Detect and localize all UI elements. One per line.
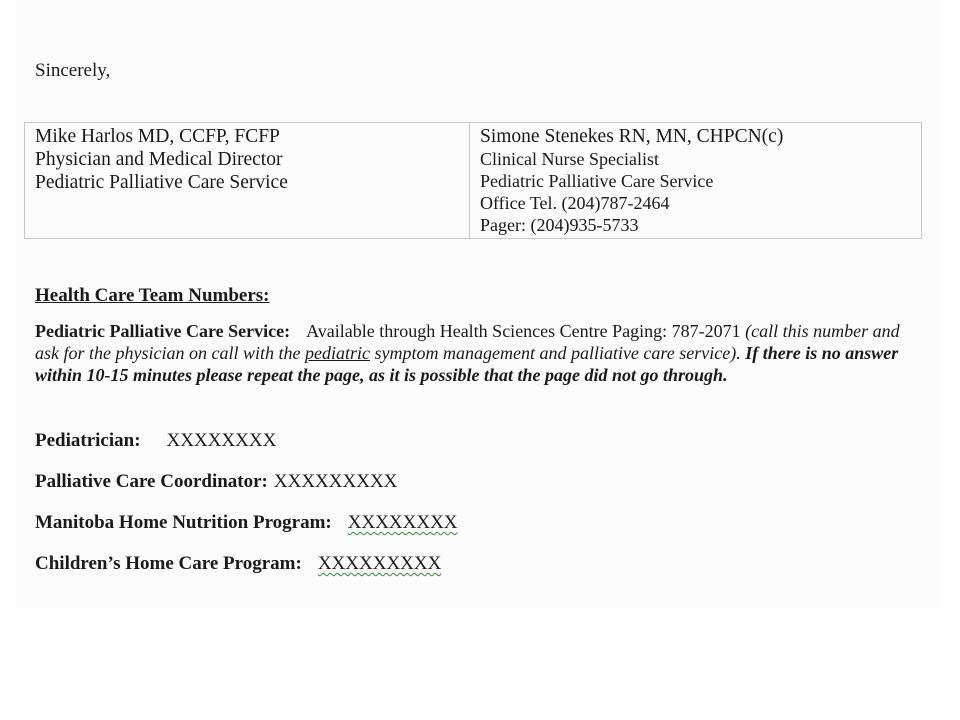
signature-row bbox=[25, 123, 922, 239]
nurse-office-phone: Office Tel. (204)787-2464 bbox=[480, 193, 670, 213]
contact-label: Palliative Care Coordinator: bbox=[35, 471, 268, 492]
signature-table bbox=[24, 122, 922, 239]
contact-row bbox=[35, 430, 276, 452]
nurse-title: Clinical Nurse Specialist bbox=[480, 149, 659, 169]
signature-right-cell bbox=[470, 123, 922, 239]
nurse-name: Simone Stenekes RN, MN, CHPCN(c) bbox=[480, 126, 784, 147]
contact-value-text: XXXXXXXX bbox=[347, 512, 458, 533]
service-availability: Available through Health Sciences Centre Paging: 787-2071 bbox=[306, 321, 741, 341]
contact-label: Manitoba Home Nutrition Program: bbox=[35, 512, 332, 533]
contact-row bbox=[35, 553, 441, 575]
contact-value-text: XXXXXXXXX bbox=[317, 553, 442, 574]
physician-department: Pediatric Palliative Care Service bbox=[35, 172, 288, 193]
physician-name: Mike Harlos MD, CCFP, FCFP bbox=[35, 126, 280, 147]
service-paragraph bbox=[35, 320, 915, 386]
service-note-end: symptom management and palliative care service). bbox=[374, 343, 741, 363]
contact-value: XXXXXXXXX bbox=[273, 471, 398, 492]
nurse-department: Pediatric Palliative Care Service bbox=[480, 171, 714, 191]
team-numbers-heading: Health Care Team Numbers: bbox=[35, 285, 270, 306]
contact-value: XXXXXXXX bbox=[166, 430, 277, 451]
contact-label: Children’s Home Care Program: bbox=[35, 553, 302, 574]
contact-value bbox=[332, 512, 458, 533]
service-note-underlined: pediatric bbox=[304, 343, 370, 363]
contact-row bbox=[35, 471, 397, 493]
service-note-start: (call this number and ask for the physician on call with the bbox=[35, 321, 900, 363]
contact-value bbox=[302, 553, 442, 574]
signature-left-cell bbox=[25, 123, 470, 239]
closing-salutation: Sincerely, bbox=[35, 60, 111, 81]
contact-row bbox=[35, 512, 458, 534]
service-label: Pediatric Palliative Care Service: bbox=[35, 321, 291, 341]
service-warning: If there is no answer within 10-15 minutes please repeat the page, as it is possible that the page did not go through. bbox=[35, 343, 899, 385]
physician-title: Physician and Medical Director bbox=[35, 149, 283, 170]
contact-label: Pediatrician: bbox=[35, 430, 141, 451]
nurse-pager: Pager: (204)935-5733 bbox=[480, 215, 639, 235]
